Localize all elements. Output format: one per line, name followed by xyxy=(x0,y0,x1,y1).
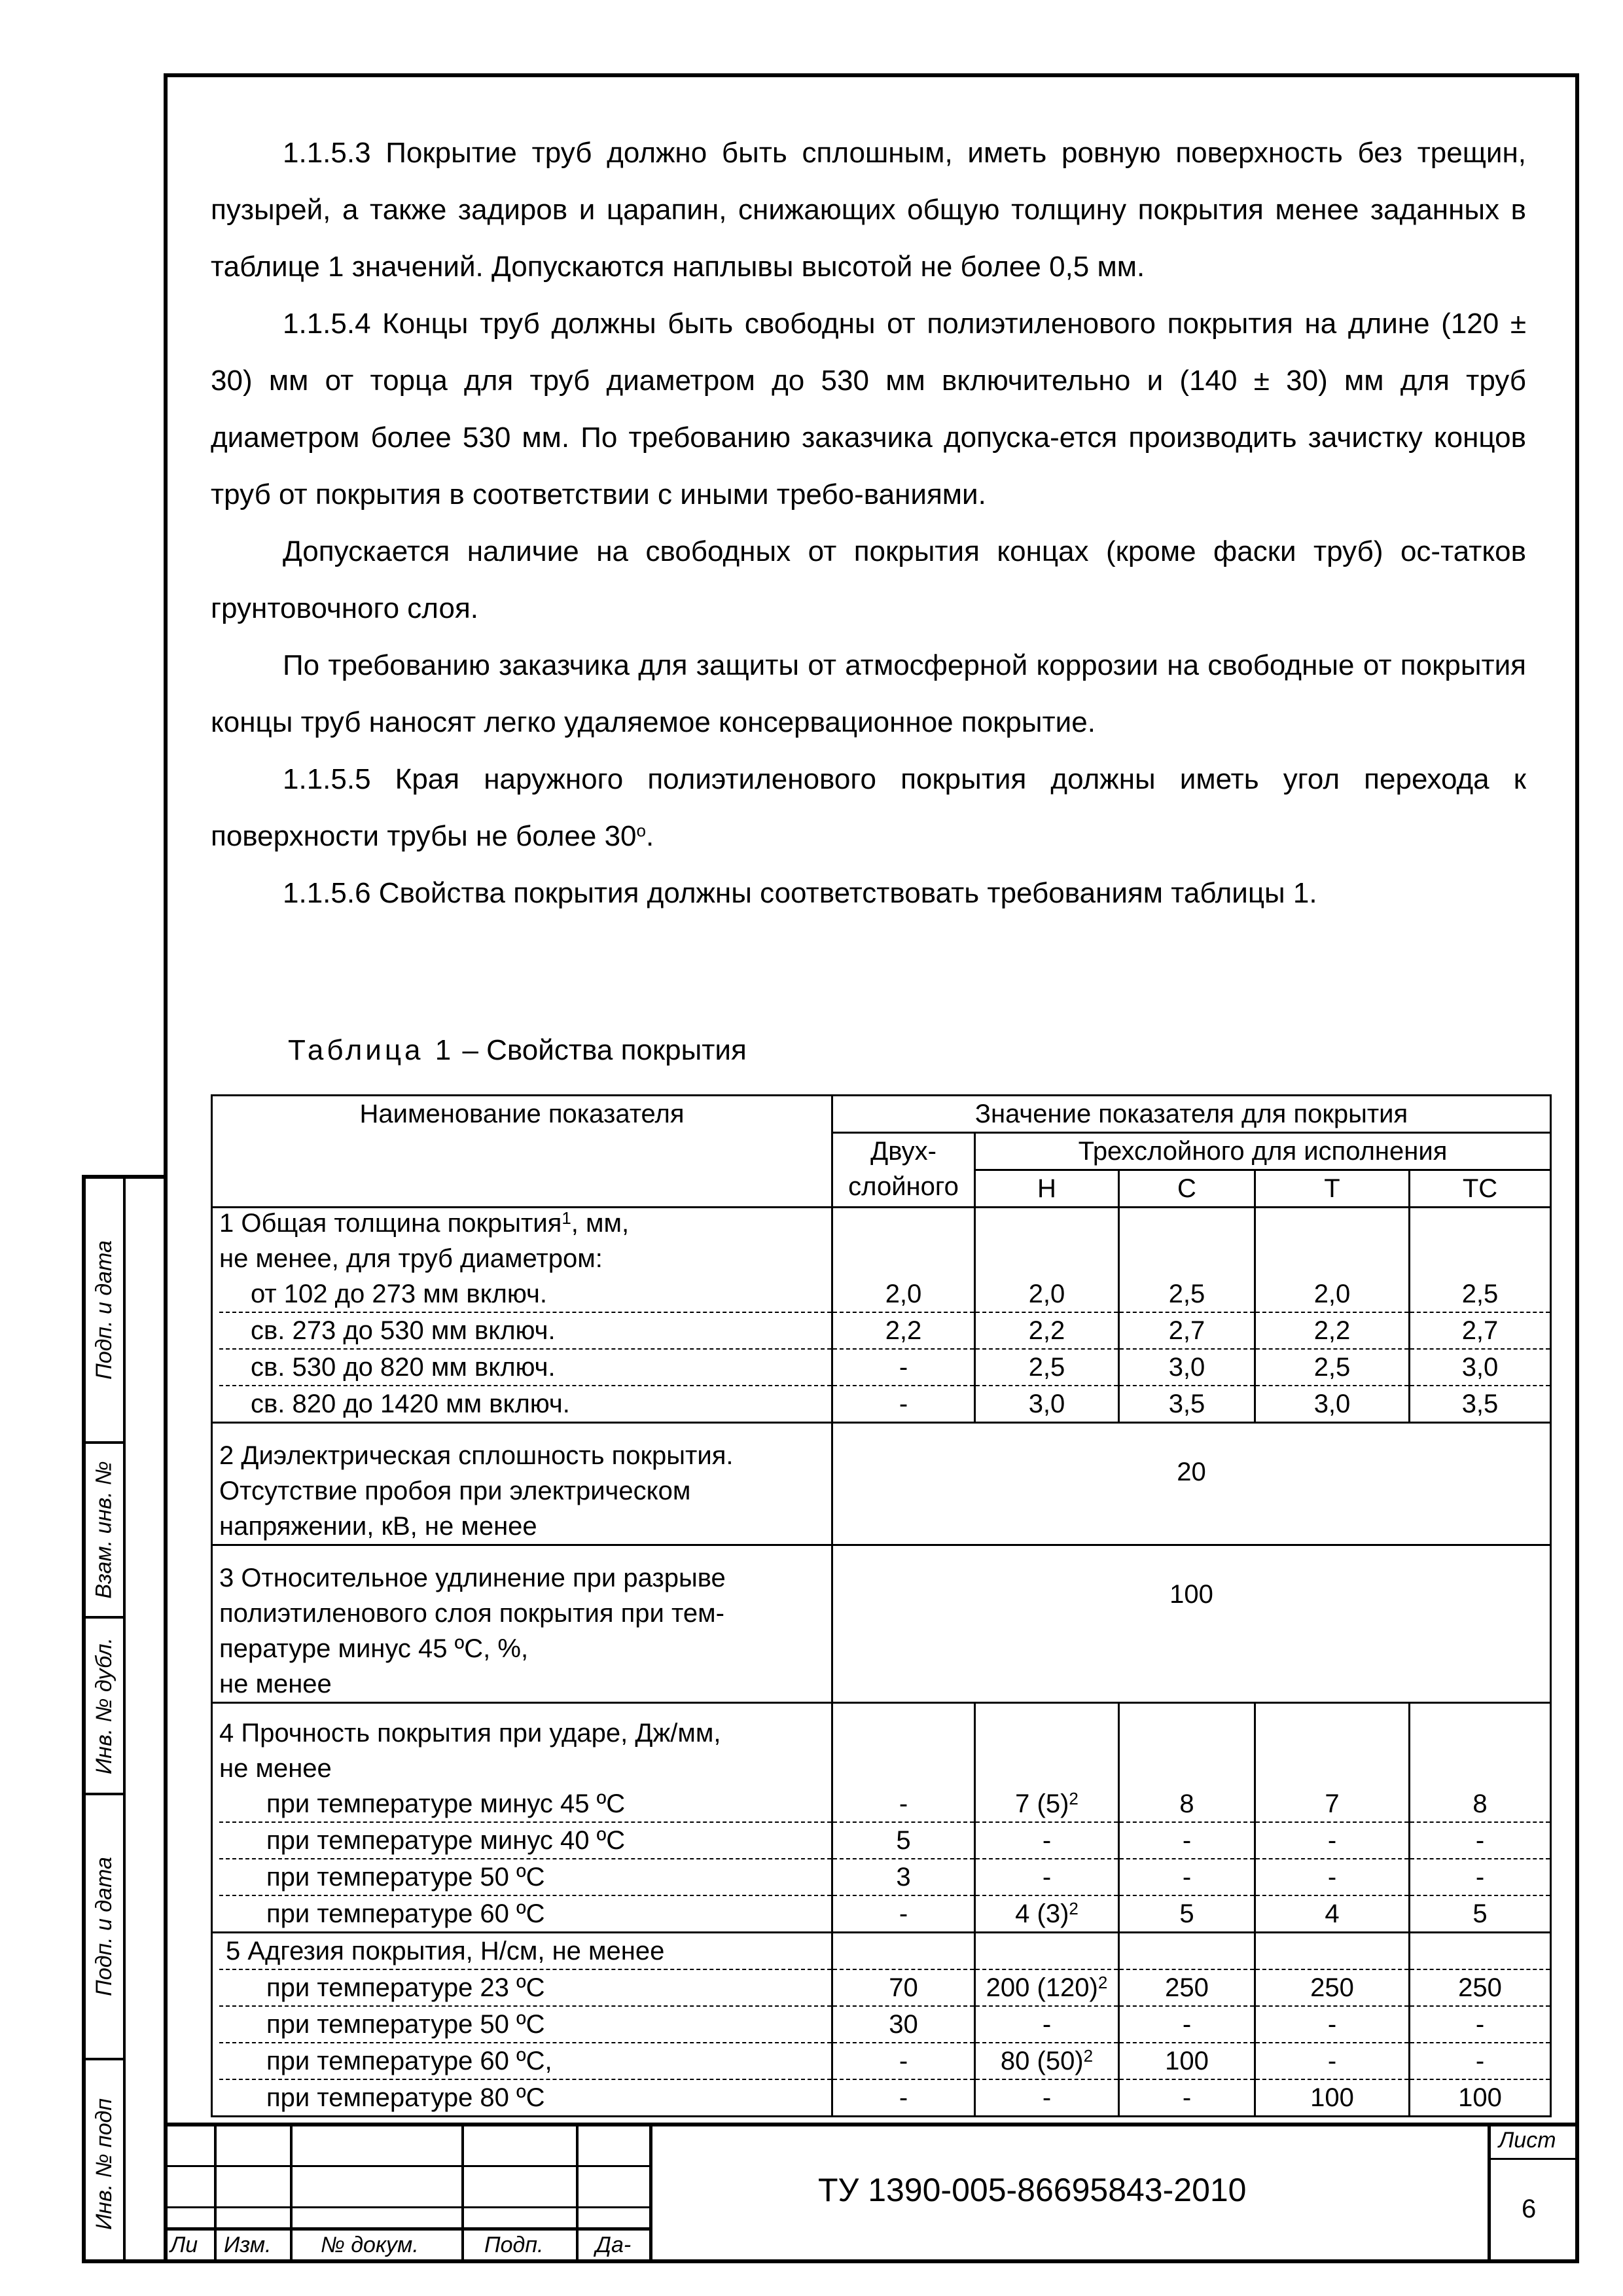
table-row-label: при температуре минус 40 ºС xyxy=(219,1823,831,1859)
table-cell: - xyxy=(976,1823,1118,1859)
header-three-layer: Трехслойного для исполнения xyxy=(975,1133,1551,1170)
table-cell: - xyxy=(1256,2043,1408,2080)
table-caption: Таблица 1 – Свойства покрытия xyxy=(288,1034,747,1066)
table-row-label: при температуре 60 ºС xyxy=(266,1899,545,1928)
section-5-col-1 xyxy=(975,1933,1119,2117)
section-5-col-3 xyxy=(1255,1933,1410,2117)
table-cell: 2,5 xyxy=(1410,1276,1550,1313)
title-block xyxy=(164,2123,1579,2263)
table-cell: 2,0 xyxy=(976,1276,1118,1313)
table-cell: 2,7 xyxy=(1120,1313,1254,1350)
table-cell: 2,0 xyxy=(1256,1276,1408,1313)
section-5-col-4 xyxy=(1410,1933,1551,2117)
table-row-label: при температуре 80 ºС xyxy=(266,2083,545,2112)
table-cell: - xyxy=(1042,2083,1052,2112)
table-cell: 3 xyxy=(833,1859,974,1896)
side-strip-cell: Взам. инв. № xyxy=(86,1444,123,1619)
table-cell: 4 xyxy=(1325,1899,1340,1928)
table-cell: 2,5 xyxy=(1120,1276,1254,1313)
table-cell: 100 xyxy=(1310,2083,1354,2112)
table-row-label: при температуре 23 ºС xyxy=(219,1970,831,2007)
properties-table xyxy=(211,1094,1552,2117)
section-4-col-4 xyxy=(1410,1703,1551,1933)
table-cell: - xyxy=(833,1350,974,1386)
paragraph-1: 1.1.5.3 Покрытие труб должно быть сплошным, иметь ровную поверхность без трещин, пузырей, а также задиров и царапин, снижающих общую толщину покрытия менее заданных в таблице 1 значений. Допускаются наплывы высотой не более 0,5 мм. xyxy=(211,137,1526,283)
table-cell: - xyxy=(1120,1823,1254,1859)
table-cell: 80 $(50)^2$ xyxy=(976,2043,1118,2080)
table-cell: - xyxy=(833,2043,974,2080)
header-two-layer: Двух- слойного xyxy=(832,1133,975,1208)
title-block-col-sign: Подп. xyxy=(484,2233,544,2257)
table-cell: - xyxy=(1410,2007,1550,2043)
section-1-col-2 xyxy=(1119,1208,1255,1423)
table-cell: 5 xyxy=(1472,1899,1488,1928)
table-row-label: при температуре минус 45 ºС xyxy=(219,1786,831,1823)
table-cell: 4 $(3)^2$ xyxy=(1015,1899,1079,1928)
paragraph-4: По требованию заказчика для защиты от атмосферной коррозии на свободные от покрытия концы труб наносят легко удаляемое консервационное покрытие. xyxy=(211,649,1526,738)
section-1-col-1 xyxy=(975,1208,1119,1423)
table-cell: 70 xyxy=(833,1970,974,2007)
table-cell: 3,0 xyxy=(1313,1390,1351,1418)
paragraph-2: 1.1.5.4 Концы труб должны быть свободны от полиэтиленового покрытия на длине (120 ± 30) мм от торца для труб диаметром до 530 мм включительно и (140 ± 30) мм для труб диаметром более 530 мм. По требованию заказчика допуска-ется производить зачистку концов труб от покрытия в соответствии с иными требо-ваниями. xyxy=(211,308,1526,511)
header-value: Значение показателя для покрытия xyxy=(832,1096,1551,1133)
section-4-label: 4 Прочность покрытия при ударе, Дж/мм, не менее при температуре минус 45 ºС при температуре минус 40 ºС при температуре 50 ºС при температуре 60 ºС xyxy=(212,1703,832,1933)
table-cell: 100 xyxy=(1458,2083,1502,2112)
table-cell: 2,5 xyxy=(1256,1350,1408,1386)
table-cell: 2,7 xyxy=(1410,1313,1550,1350)
section-4-col-1 xyxy=(975,1703,1119,1933)
section-3-label: 3 Относительное удлинение при разрыве полиэтиленового слоя покрытия при тем- пературе минус 45 ºС, %, не менее xyxy=(212,1545,832,1703)
table-cell: 100 xyxy=(1120,2043,1254,2080)
section-5-col-2 xyxy=(1119,1933,1255,2117)
table-row-label: от 102 до 273 мм включ. xyxy=(219,1276,831,1313)
table-cell: 2,2 xyxy=(976,1313,1118,1350)
table-cell: 3,0 xyxy=(1410,1350,1550,1386)
table-cell: - xyxy=(899,1390,908,1418)
side-strip-cell: Подп. и дата xyxy=(86,1179,123,1444)
table-cell: - xyxy=(976,1859,1118,1896)
table-cell: 5 xyxy=(1179,1899,1194,1928)
table-cell: 250 xyxy=(1256,1970,1408,2007)
title-block-col-izm: Изм. xyxy=(224,2233,272,2257)
side-strip xyxy=(82,1175,164,2263)
section-4-col-3 xyxy=(1255,1703,1410,1933)
section-1-label: 1 Общая толщина покрытия$^1$, мм, не менее, для труб диаметром: от 102 до 273 мм включ. св. 273 до 530 мм включ. св. 530 до 820 мм включ. св. 820 до 1420 мм включ. xyxy=(212,1208,832,1423)
table-cell: 30 xyxy=(833,2007,974,2043)
table-cell: 7 $(5)^2$ xyxy=(976,1786,1118,1823)
table-cell: 2,0 xyxy=(833,1276,974,1313)
section-4-col-0 xyxy=(832,1703,975,1933)
section-1-col-4 xyxy=(1410,1208,1551,1423)
section-1-col-3 xyxy=(1255,1208,1410,1423)
table-cell: 200 $(120)^2$ xyxy=(976,1970,1118,2007)
table-cell: - xyxy=(1120,1859,1254,1896)
sheet-number: 6 xyxy=(1522,2195,1537,2223)
table-cell: 2,2 xyxy=(1256,1313,1408,1350)
table-cell: 3,5 xyxy=(1168,1390,1205,1418)
sheet-label: Лист xyxy=(1499,2128,1556,2153)
table-cell: - xyxy=(899,2083,908,2112)
table-cell: 5 xyxy=(833,1823,974,1859)
table-cell: - xyxy=(1256,1859,1408,1896)
table-cell: 250 xyxy=(1410,1970,1550,2007)
table-cell: 250 xyxy=(1120,1970,1254,2007)
section-2-label: 2 Диэлектрическая сплошность покрытия. Отсутствие пробоя при электрическом напряжении, кВ, не менее xyxy=(212,1423,832,1545)
table-cell: - xyxy=(1410,2043,1550,2080)
table-cell: - xyxy=(899,1899,908,1928)
side-strip-cell: Инв. № подп xyxy=(92,2098,116,2230)
paragraph-3: Допускается наличие на свободных от покрытия концах (кроме фаски труб) ос-татков грунтовочного слоя. xyxy=(211,535,1526,624)
table-cell: - xyxy=(1256,2007,1408,2043)
header-col-n: Н xyxy=(975,1170,1119,1208)
table-cell: 7 xyxy=(1256,1786,1408,1823)
section-5-label: 5 Адгезия покрытия, Н/см, не менее при температуре 23 ºС при температуре 50 ºС при температуре 60 ºС, при температуре 80 ºС xyxy=(212,1933,832,2117)
body-text xyxy=(211,124,1526,922)
table-cell: - xyxy=(1120,2007,1254,2043)
table-row-label: при температуре 50 ºС xyxy=(219,1859,831,1896)
header-col-ts: ТС xyxy=(1410,1170,1551,1208)
side-strip-cell: Подп. и дата xyxy=(86,1795,123,2060)
table-row-label: при температуре 60 ºС, xyxy=(219,2043,831,2080)
section-5-col-0 xyxy=(832,1933,975,2117)
table-cell: 3,0 xyxy=(1120,1350,1254,1386)
paragraph-5: 1.1.5.5 Края наружного полиэтиленового покрытия должны иметь угол перехода к поверхности трубы не более $30^о$. xyxy=(211,763,1526,852)
document-code: ТУ 1390-005-86695843-2010 xyxy=(818,2172,1247,2208)
side-strip-cell: Инв. № дубл. xyxy=(86,1619,123,1795)
header-name: Наименование показателя xyxy=(212,1096,832,1208)
table-cell: 8 xyxy=(1120,1786,1254,1823)
table-cell: - xyxy=(1410,1823,1550,1859)
table-cell: - xyxy=(833,1786,974,1823)
table-row-label: св. 530 до 820 мм включ. xyxy=(219,1350,831,1386)
title-block-col-doc: № докум. xyxy=(321,2233,419,2257)
table-cell: - xyxy=(1256,1823,1408,1859)
table-row-label: св. 273 до 530 мм включ. xyxy=(219,1313,831,1350)
title-block-col-li: Ли xyxy=(170,2233,198,2257)
table-cell: 2,2 xyxy=(833,1313,974,1350)
table-cell: 3,5 xyxy=(1461,1390,1499,1418)
section-2-value: 20 xyxy=(832,1423,1551,1545)
title-block-col-date: Да- xyxy=(596,2233,632,2257)
table-cell: 8 xyxy=(1410,1786,1550,1823)
table-cell: - xyxy=(976,2007,1118,2043)
table-cell: 2,5 xyxy=(976,1350,1118,1386)
table-row-label: при температуре 50 ºС xyxy=(219,2007,831,2043)
section-4-col-2 xyxy=(1119,1703,1255,1933)
paragraph-6: 1.1.5.6 Свойства покрытия должны соответствовать требованиям таблицы 1. xyxy=(283,877,1317,909)
section-1-col-0 xyxy=(832,1208,975,1423)
table-cell: 3,0 xyxy=(1028,1390,1065,1418)
table-cell: - xyxy=(1182,2083,1192,2112)
table-row-label: св. 820 до 1420 мм включ. xyxy=(251,1390,570,1418)
table-cell: - xyxy=(1410,1859,1550,1896)
section-3-value: 100 xyxy=(832,1545,1551,1703)
header-col-t: Т xyxy=(1255,1170,1410,1208)
header-col-s: С xyxy=(1119,1170,1255,1208)
